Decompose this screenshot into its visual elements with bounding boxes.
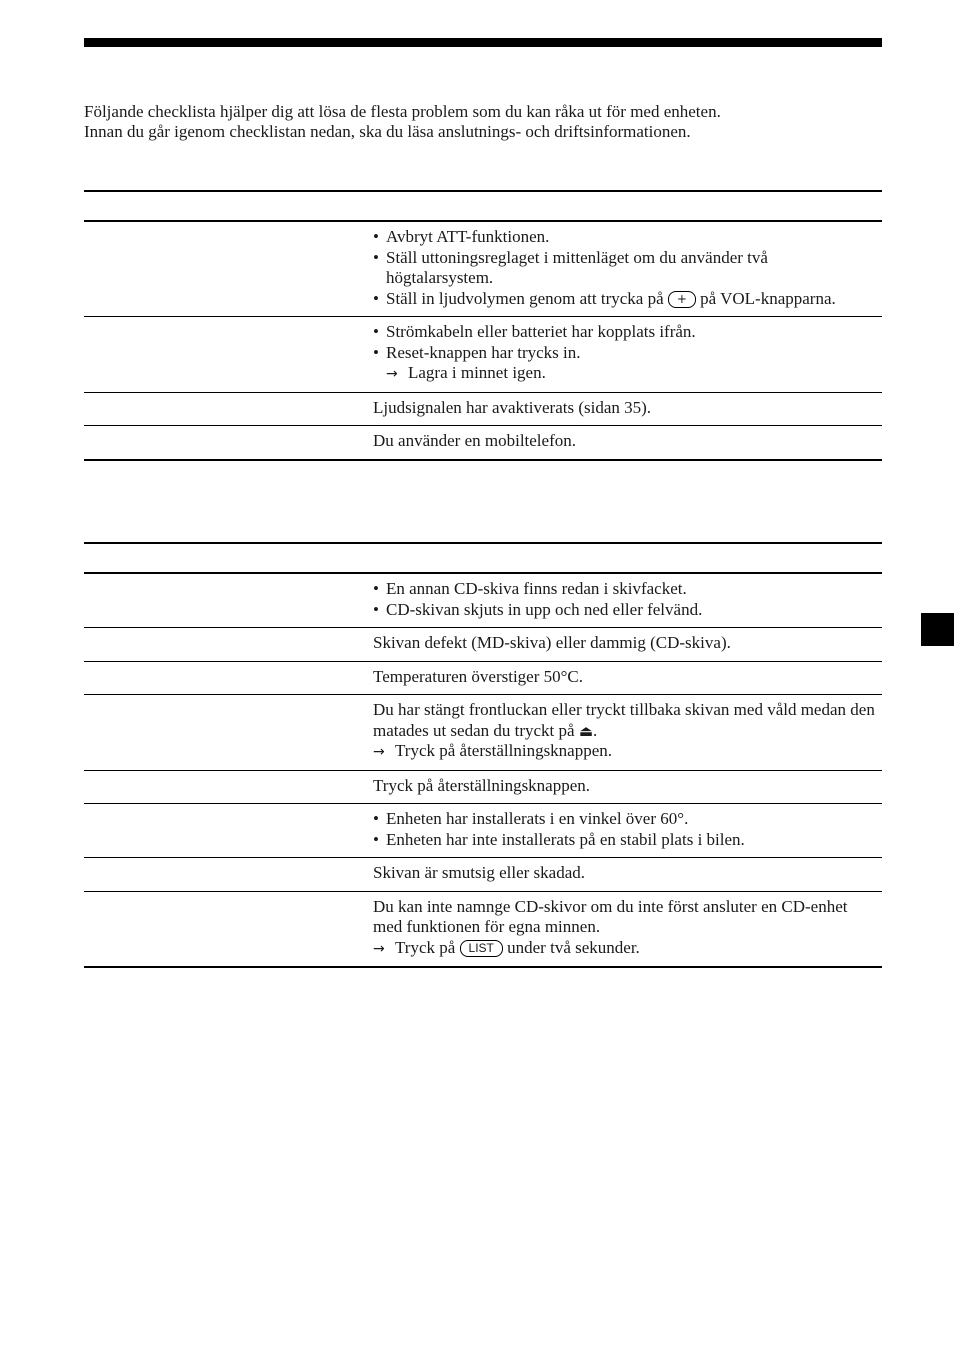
cause-cell: Ljudsignalen har avaktiverats (sidan 35). [373, 392, 882, 426]
cause-cell: Tryck på återställningsknappen. [373, 770, 882, 804]
cause-cell [373, 221, 882, 317]
list-item [373, 289, 878, 310]
table-row [84, 573, 882, 628]
remedy-text: Lagra i minnet igen. [408, 363, 546, 382]
cause-list [373, 322, 878, 363]
cause-cell [373, 695, 882, 771]
symptom-cell [84, 317, 373, 393]
cause-cell [373, 891, 882, 967]
table-row [84, 426, 882, 460]
symptom-cell [84, 770, 373, 804]
intro-line-2: Innan du går igenom checklistan nedan, ska du läsa anslutnings- och driftsinformationen. [84, 122, 691, 141]
table-row [84, 770, 882, 804]
intro-paragraph [84, 102, 884, 142]
arrow-right-icon: → [373, 940, 385, 957]
list-item: • Enheten har inte installerats på en stabil plats i bilen. [373, 830, 878, 851]
table-row [84, 317, 882, 393]
cause-cell [373, 573, 882, 628]
cause-cell: Temperaturen överstiger 50°C. [373, 661, 882, 695]
table-header-row [84, 543, 882, 573]
table-row [84, 891, 882, 967]
list-item-text: på VOL-knapparna. [700, 288, 836, 308]
section-tab-marker [921, 613, 954, 646]
cause-cell: Skivan defekt (MD-skiva) eller dammig (CD-skiva). [373, 628, 882, 662]
cause-list [373, 809, 878, 850]
cause-text-main: Du har stängt frontluckan eller tryckt tillbaka skivan med våld medan den matades ut sedan du tryckt på [373, 700, 875, 740]
table-row [84, 695, 882, 771]
table-row [84, 628, 882, 662]
symptom-cell [84, 221, 373, 317]
arrow-right-icon: → [373, 744, 385, 760]
eject-icon: ⏏ [578, 721, 594, 740]
table-header-symptom [84, 543, 373, 573]
table-header-cause [373, 191, 882, 221]
intro-line-1: Följande checklista hjälper dig att lösa de flesta problem som du kan råka ut för med enheten. [84, 102, 721, 121]
symptom-cell [84, 858, 373, 892]
symptom-cell [84, 804, 373, 858]
cause-list [373, 227, 878, 309]
list-item-text: Ställ in ljudvolymen genom att trycka på [386, 288, 664, 308]
cause-cell: Skivan är smutsig eller skadad. [373, 858, 882, 892]
symptom-cell [84, 426, 373, 460]
remedy-text-pre: Tryck på [395, 937, 456, 957]
troubleshooting-table-disc [84, 542, 882, 968]
symptom-cell [84, 661, 373, 695]
table-header-symptom [84, 191, 373, 221]
table-row [84, 804, 882, 858]
list-item: • CD-skivan skjuts in upp och ned eller felvänd. [373, 600, 878, 621]
symptom-cell [84, 573, 373, 628]
list-button-icon: LIST [460, 940, 503, 957]
remedy-note [373, 741, 878, 763]
table-row [84, 858, 882, 892]
remedy-text: Tryck på återställningsknappen. [395, 741, 613, 760]
cause-text: Du har stängt frontluckan eller tryckt tillbaka skivan med våld medan den matades ut sedan du tryckt på ⏏. [373, 700, 875, 740]
list-item: • Reset-knappen har trycks in. [373, 343, 878, 364]
cause-text: Du kan inte namnge CD-skivor om du inte först ansluter en CD-enhet med funktionen för egna minnen. [373, 896, 848, 936]
list-item: • En annan CD-skiva finns redan i skivfacket. [373, 579, 878, 600]
list-item: • Avbryt ATT-funktionen. [373, 227, 878, 248]
table-row [84, 221, 882, 317]
remedy-text-post: under två sekunder. [507, 937, 640, 957]
list-item: • Ställ uttoningsreglaget i mittenläget om du använder två högtalarsystem. [373, 248, 878, 289]
top-rule [84, 38, 882, 47]
list-item: • Strömkabeln eller batteriet har kopplats ifrån. [373, 322, 878, 343]
arrow-right-icon: → [386, 366, 398, 382]
table-header-row [84, 191, 882, 221]
remedy-note [373, 938, 878, 960]
plus-button-icon: + [668, 291, 696, 308]
table-row [84, 392, 882, 426]
symptom-cell [84, 891, 373, 967]
symptom-cell [84, 628, 373, 662]
cause-cell: Du använder en mobiltelefon. [373, 426, 882, 460]
cause-list [373, 579, 878, 620]
list-item: • Enheten har installerats i en vinkel över 60°. [373, 809, 878, 830]
table-header-cause [373, 543, 882, 573]
symptom-cell [84, 695, 373, 771]
table-row [84, 661, 882, 695]
cause-cell [373, 804, 882, 858]
troubleshooting-table-general [84, 190, 882, 461]
cause-cell [373, 317, 882, 393]
symptom-cell [84, 392, 373, 426]
remedy-note [373, 363, 878, 385]
